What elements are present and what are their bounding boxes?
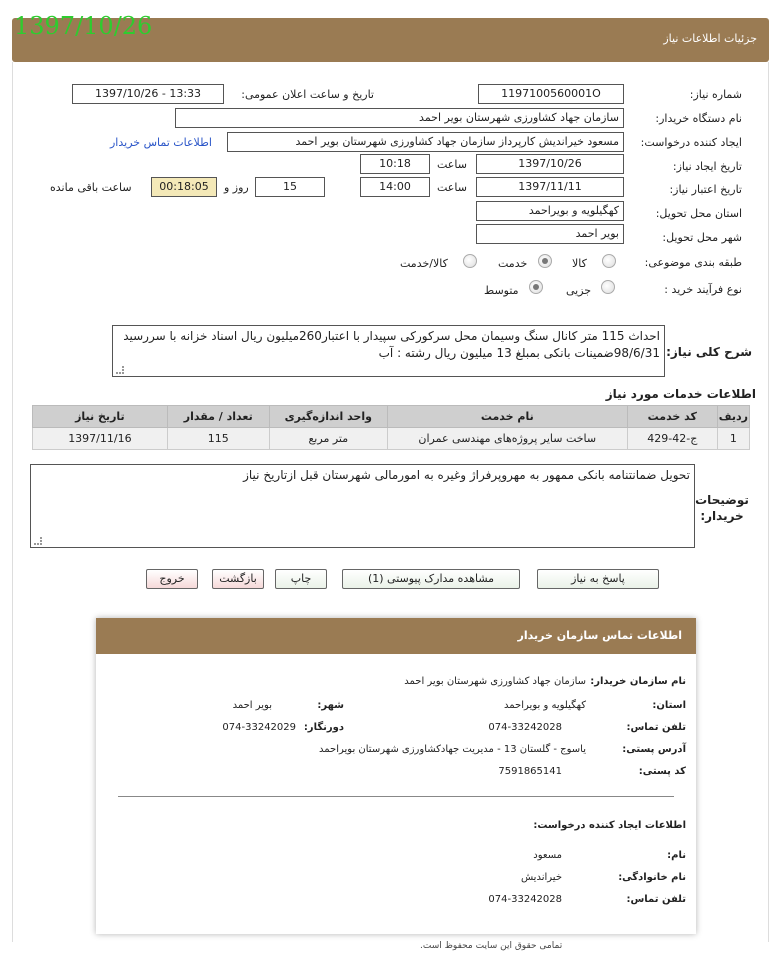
- buyer-org-field[interactable]: سازمان جهاد کشاورزی شهرستان بویر احمد: [175, 108, 624, 128]
- created-date-label: تاریخ ایجاد نیاز:: [672, 160, 742, 173]
- attachments-button[interactable]: مشاهده مدارک پیوستی (1): [342, 569, 520, 589]
- services-section-title: اطلاعات خدمات مورد نیاز: [605, 387, 756, 401]
- col-code: کد خدمت: [627, 406, 717, 428]
- category-label: طبقه بندی موضوعی:: [644, 256, 742, 269]
- col-name: نام خدمت: [387, 406, 627, 428]
- footer-copyright: تمامی حقوق این سایت محفوظ است.: [420, 941, 563, 951]
- creator-last-name-value: خیراندیش: [520, 872, 562, 883]
- category-option-both: کالا/خدمت: [400, 257, 448, 270]
- validity-time-label: ساعت: [437, 181, 467, 194]
- back-button[interactable]: بازگشت: [212, 569, 264, 589]
- validity-date-field[interactable]: 1397/11/11: [476, 177, 624, 197]
- summary-label: شرح کلی نیاز:: [666, 345, 752, 359]
- creator-phone-label: تلفن تماس:: [626, 894, 686, 905]
- contact-address-value: یاسوج - گلستان 13 - مدیریت جهادکشاورزی شهرستان بویراحمد: [319, 744, 586, 755]
- col-date: تاریخ نیاز: [33, 406, 168, 428]
- process-radio-medium[interactable]: [529, 280, 543, 294]
- contact-phone-value: 074-33242028: [488, 722, 562, 733]
- need-number-label: شماره نیاز:: [689, 88, 742, 101]
- cell-date: 1397/11/16: [33, 428, 168, 450]
- contact-org-value: سازمان جهاد کشاورزی شهرستان بویر احمد: [404, 676, 586, 687]
- contact-org-label: نام سازمان خریدار:: [590, 676, 686, 687]
- contact-panel: [96, 618, 696, 934]
- cell-name: ساخت سایر پروژه‌های مهندسی عمران: [387, 428, 627, 450]
- contact-postal-value: 7591865141: [498, 766, 562, 777]
- print-button[interactable]: چاپ: [275, 569, 327, 589]
- table-row: [33, 428, 750, 450]
- category-radio-goods[interactable]: [602, 254, 616, 268]
- created-time-label: ساعت: [437, 158, 467, 171]
- remaining-label: ساعت باقی مانده: [50, 181, 132, 194]
- process-option-medium: متوسط: [484, 284, 519, 297]
- contact-address-label: آدرس پستی:: [622, 744, 686, 755]
- services-header-row: [33, 406, 750, 428]
- process-option-minor: جزیی: [566, 284, 592, 297]
- creator-first-name-value: مسعود: [533, 850, 562, 861]
- contact-header: [96, 618, 696, 654]
- contact-province-label: استان:: [652, 700, 686, 711]
- contact-city-value: بویر احمد: [232, 700, 272, 711]
- creator-info-title: اطلاعات ایجاد کننده درخواست:: [533, 820, 686, 831]
- province-label: استان محل تحویل:: [655, 207, 742, 220]
- remaining-field: 00:18:05: [151, 177, 217, 197]
- page-title: جزئیات اطلاعات نیاز: [663, 32, 757, 45]
- date-stamp: 1397/10/26: [14, 12, 153, 40]
- days-field[interactable]: 15: [255, 177, 325, 197]
- city-field[interactable]: بویر احمد: [476, 224, 624, 244]
- province-field[interactable]: کهگیلویه و بویراحمد: [476, 201, 624, 221]
- need-number-field[interactable]: 1197100560001O: [478, 84, 624, 104]
- category-option-service: خدمت: [498, 257, 528, 270]
- buyer-contact-link[interactable]: اطلاعات تماس خریدار: [110, 136, 212, 149]
- services-table: [32, 405, 750, 450]
- creator-first-name-label: نام:: [667, 850, 686, 861]
- buyer-notes-box[interactable]: تحویل ضمانتنامه بانکی ممهور به مهروپرفراژ وغیره به امورمالی شهرستان قبل ازتاریخ نیاز: [30, 464, 695, 548]
- creator-field[interactable]: مسعود خیراندیش کارپرداز سازمان جهاد کشاورزی شهرستان بویر احمد: [227, 132, 624, 152]
- category-option-goods: کالا: [572, 257, 587, 270]
- col-row: ردیف: [717, 406, 749, 428]
- cell-row: 1: [717, 428, 749, 450]
- contact-fax-label: دورنگار:: [303, 722, 344, 733]
- contact-postal-label: کد پستی:: [638, 766, 686, 777]
- creator-label: ایجاد کننده درخواست:: [640, 136, 742, 149]
- contact-divider: [118, 796, 674, 797]
- contact-province-value: کهگیلویه و بویراحمد: [504, 700, 586, 711]
- col-qty: تعداد / مقدار: [167, 406, 269, 428]
- creator-phone-value: 074-33242028: [488, 894, 562, 905]
- contact-title: اطلاعات تماس سازمان خریدار: [517, 629, 682, 642]
- exit-button[interactable]: خروج: [146, 569, 198, 589]
- announce-label: تاریخ و ساعت اعلان عمومی:: [241, 88, 374, 101]
- reply-button[interactable]: پاسخ به نیاز: [537, 569, 659, 589]
- contact-fax-value: 074-33242029: [222, 722, 296, 733]
- process-label: نوع فرآیند خرید :: [664, 283, 742, 296]
- category-radio-both[interactable]: [463, 254, 477, 268]
- cell-code: ج-42-429: [627, 428, 717, 450]
- announce-field[interactable]: 1397/10/26 - 13:33: [72, 84, 224, 104]
- buyer-notes-label: توضیحات خریدار:: [695, 493, 749, 523]
- days-label: روز و: [224, 181, 249, 194]
- summary-box[interactable]: احداث 115 متر کانال سنگ وسیمان محل سرکورکی سپیدار با اعتبار260میلیون ریال اسناد خزانه با سررسید 98/6/31ضمینات بانکی بمبلغ 13 میلیون ریال رشته : آب: [112, 325, 665, 377]
- notes-resize-handle[interactable]: [34, 537, 42, 545]
- cell-qty: 115: [167, 428, 269, 450]
- created-time-field[interactable]: 10:18: [360, 154, 430, 174]
- validity-time-field[interactable]: 14:00: [360, 177, 430, 197]
- col-unit: واحد اندازه‌گیری: [269, 406, 387, 428]
- process-radio-minor[interactable]: [601, 280, 615, 294]
- category-radio-service[interactable]: [538, 254, 552, 268]
- cell-unit: متر مربع: [269, 428, 387, 450]
- creator-last-name-label: نام خانوادگی:: [618, 872, 686, 883]
- created-date-field[interactable]: 1397/10/26: [476, 154, 624, 174]
- city-label: شهر محل تحویل:: [662, 231, 742, 244]
- summary-resize-handle[interactable]: [116, 366, 124, 374]
- buyer-org-label: نام دستگاه خریدار:: [655, 112, 742, 125]
- validity-label: تاریخ اعتبار نیاز:: [669, 183, 742, 196]
- contact-phone-label: تلفن تماس:: [626, 722, 686, 733]
- contact-city-label: شهر:: [317, 700, 344, 711]
